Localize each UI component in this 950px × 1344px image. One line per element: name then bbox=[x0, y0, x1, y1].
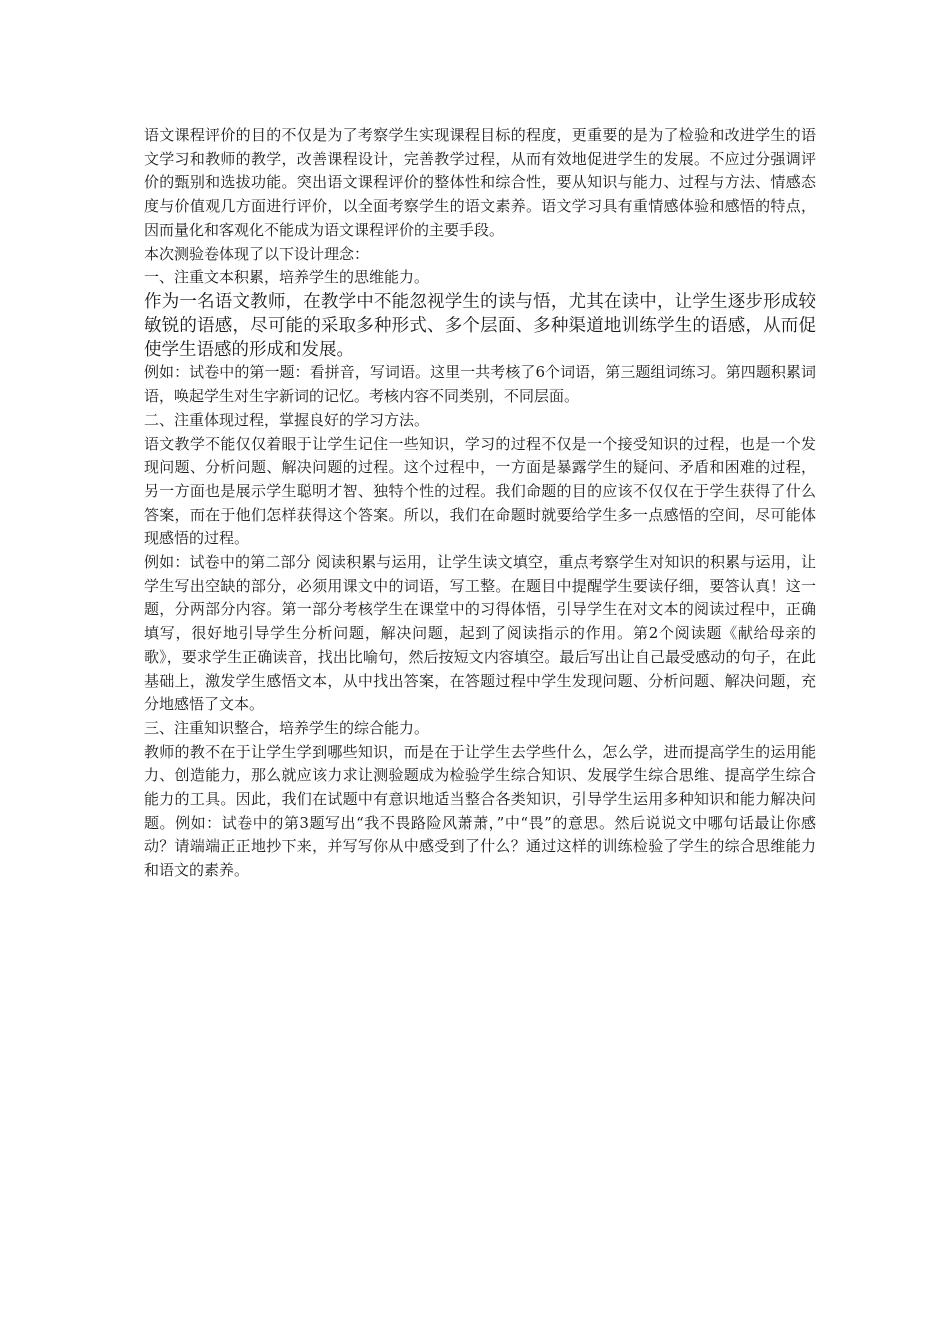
heading-section-2: 二、注重体现过程，掌握良好的学习方法。 bbox=[144, 410, 430, 429]
heading-section-1: 一、注重文本积累，培养学生的思维能力。 bbox=[144, 268, 430, 287]
paragraph-section-2-example: 例如：试卷中的第二部分 阅读积累与运用，让学生读文填空，重点考察学生对知识的积累与运用，让学生写出空缺的部分，必须用课文中的词语，写工整。在题目中提醒学生要读仔细，要答认真！这一题，分两部分内容。第一部分考核学生在课堂中的习得体悟，引导学生在对文本的阅读过程中，正确填写，很好地引导学生分析问题，解决问题，起到了阅读指示的作用。第2个阅读题《献给母亲的歌》，要求学生正确读音，找出比喻句，然后按短文内容填空。最后写出让自己最受感动的句子，在此基础上，激发学生感悟文本，从中找出答案，在答题过程中学生发现问题、分析问题、解决问题，充分地感悟了文本。 bbox=[144, 553, 816, 714]
paragraph-section-1-body: 作为一名语文教师，在教学中不能忽视学生的读与悟，尤其在读中，让学生逐步形成较敏锐的语感，尽可能的采取多种形式、多个层面、多种渠道地训练学生的语感，从而促使学生语感的形成和发展。 bbox=[144, 291, 816, 360]
paragraph-section-1-example: 例如：试卷中的第一题：看拼音，写词语。这里一共考核了6个词语，第三题组词练习。第四题积累词语，唤起学生对生字新词的记忆。考核内容不同类别，不同层面。 bbox=[144, 363, 816, 406]
paragraph-intro: 语文课程评价的目的不仅是为了考察学生实现课程目标的程度，更重要的是为了检验和改进学生的语文学习和教师的教学，改善课程设计，完善教学过程，从而有效地促进学生的发展。不应过分强调评价的甄别和选拔功能。突出语文课程评价的整体性和综合性，要从知识与能力、过程与方法、情感态度与价值观几方面进行评价，以全面考察学生的语文素养。语文学习具有重情感体验和感悟的特点，因而量化和客观化不能成为语文课程评价的主要手段。 bbox=[144, 126, 816, 239]
heading-section-3: 三、注重知识整合，培养学生的综合能力。 bbox=[144, 718, 430, 737]
paragraph-section-3-body: 教师的教不在于让学生学到哪些知识，而是在于让学生去学些什么，怎么学，进而提高学生的运用能力、创造能力，那么就应该力求让测验题成为检验学生综合知识、发展学生综合思维、提高学生综合能力的工具。因此，我们在试题中有意识地适当整合各类知识，引导学生运用多种知识和能力解决问题。例如：试卷中的第3题写出“我不畏路险风萧萧，”中“畏”的意思。然后说说文中哪句话最让你感动？请端端正正地抄下来，并写写你从中感受到了什么？通过这样的训练检验了学生的综合思维能力和语文的素养。 bbox=[144, 742, 816, 880]
paragraph-design-ideas: 本次测验卷体现了以下设计理念： bbox=[144, 244, 370, 263]
document-page bbox=[144, 124, 816, 883]
paragraph-section-2-body: 语文教学不能仅仅着眼于让学生记住一些知识，学习的过程不仅是一个接受知识的过程，也是一个发现问题、分析问题、解决问题的过程。这个过程中，一方面是暴露学生的疑问、矛盾和困难的过程，另一方面也是展示学生聪明才智、独特个性的过程。我们命题的目的应该不仅仅在于学生获得了什么答案，而在于他们怎样获得这个答案。所以，我们在命题时就要给学生多一点感悟的空间，尽可能体现感悟的过程。 bbox=[144, 434, 816, 548]
